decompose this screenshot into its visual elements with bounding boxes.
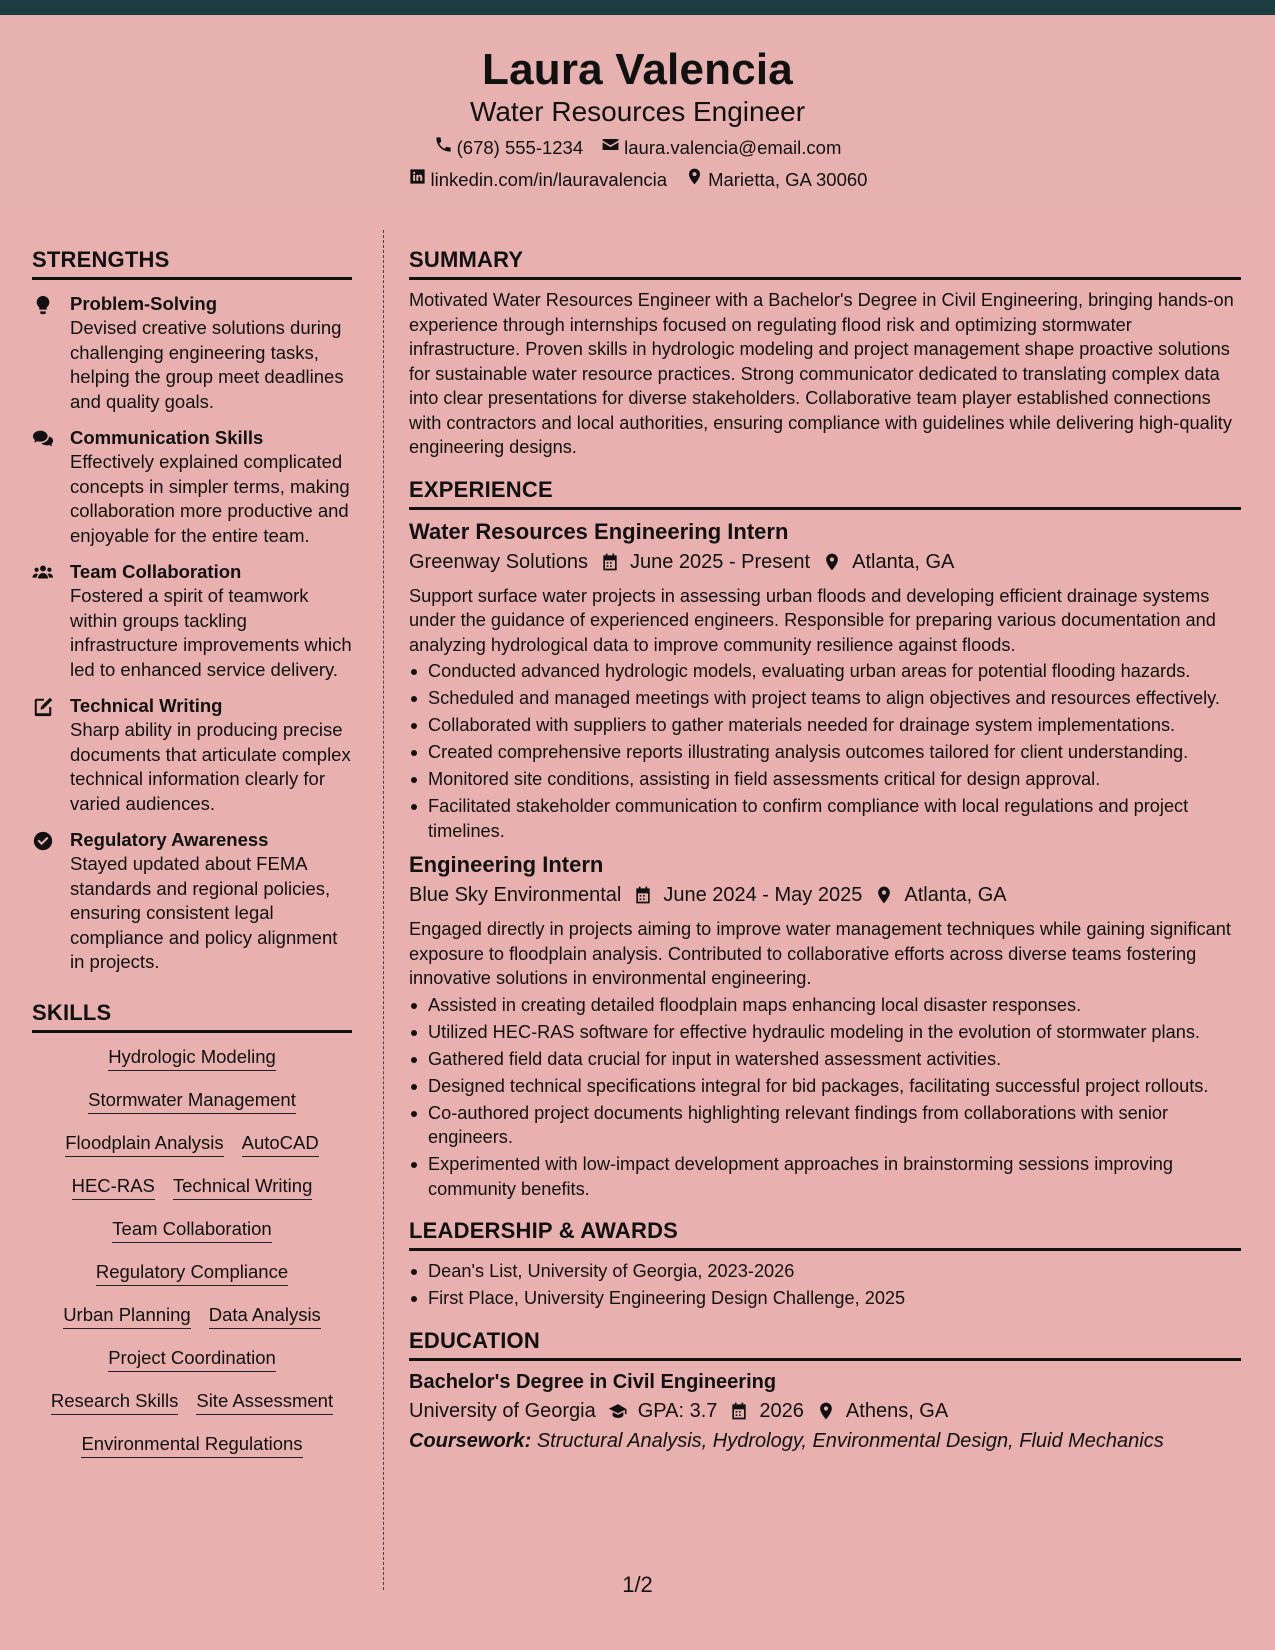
skill-tag: Research Skills [51,1389,179,1415]
strength-item [32,560,352,682]
gpa-text: GPA: 3.7 [637,1399,718,1422]
list-item: Experimented with low-impact development approaches in brainstorming sessions improving community benefits. [409,1152,1241,1201]
education-heading: EDUCATION [409,1327,1241,1361]
linkedin-icon [408,167,427,192]
strength-title: Communication Skills [70,427,264,448]
job-title: Engineering Intern [409,852,604,877]
skill-tag: Regulatory Compliance [96,1260,288,1286]
strength-desc: Devised creative solutions during challenging engineering tasks, helping the group meet deadlines and quality goals. [70,317,344,412]
experience-heading: EXPERIENCE [409,476,1241,510]
skill-tag: Site Assessment [196,1389,333,1415]
strength-title: Regulatory Awareness [70,829,269,850]
right-column [409,246,1241,1455]
strength-title: Technical Writing [70,695,223,716]
skill-tag: Hydrologic Modeling [108,1045,276,1071]
skill-tag: Project Coordination [108,1346,276,1372]
strength-item [32,292,352,414]
location-contact [685,167,867,192]
edit-icon [32,694,70,816]
skill-row [32,1389,352,1415]
list-item: Co-authored project documents highlighting relevant findings from collaborations with senior engineers. [409,1101,1241,1150]
list-item: Gathered field data crucial for input in watershed assessment activities. [409,1047,1241,1072]
list-item: Monitored site conditions, assisting in field assessments critical for design approval. [409,767,1241,792]
degree-title: Bachelor's Degree in Civil Engineering [409,1370,777,1393]
map-marker-icon [822,552,842,572]
skill-tag: Environmental Regulations [81,1432,302,1458]
skills-heading: SKILLS [32,999,352,1033]
skill-tag: Stormwater Management [88,1088,296,1114]
users-icon [32,560,70,682]
strength-desc: Effectively explained complicated concepts in simpler terms, making collaboration more productive and enjoyable for the entire team. [70,451,350,546]
strength-item [32,426,352,548]
location-text: Marietta, GA 30060 [708,168,868,190]
linkedin-text[interactable]: linkedin.com/in/lauravalencia [430,168,668,190]
graduation-year: 2026 [759,1399,804,1422]
skill-row [32,1131,352,1157]
page-number: 1/2 [622,1572,653,1597]
check-circle-icon [32,828,70,975]
leadership-list [409,1259,1241,1311]
strength-item [32,828,352,975]
map-marker-icon [874,885,894,905]
candidate-title: Water Resources Engineer [469,96,806,127]
lightbulb-icon [32,292,70,414]
list-item: First Place, University Engineering Design Challenge, 2025 [409,1286,1241,1311]
contact-row-2 [0,167,1275,192]
strength-title: Team Collaboration [70,561,242,582]
contact-row-1 [0,135,1275,160]
skill-tag: AutoCAD [242,1131,319,1157]
skills-list [32,1045,352,1458]
job-description: Support surface water projects in assessing urban floods and developing efficient drainage systems under the guidance of experienced engineers. Responsible for preparing various documentation and analyzing hydrological data to improve community resilience against floods. [409,585,1216,655]
skill-row [32,1217,352,1243]
skill-row [32,1174,352,1200]
skill-row [32,1260,352,1286]
job-meta [409,548,1241,576]
job-title: Water Resources Engineering Intern [409,518,789,544]
phone-contact [434,135,584,160]
list-item: Scheduled and managed meetings with project teams to align objectives and resources effectively. [409,686,1241,711]
list-item: Collaborated with suppliers to gather materials needed for drainage system implementations. [409,713,1241,738]
education-meta [409,1397,1241,1425]
comments-icon [32,426,70,548]
skill-row [32,1346,352,1372]
candidate-name: Laura Valencia [482,45,793,94]
skill-tag: Urban Planning [63,1303,191,1329]
column-divider [383,230,384,1590]
list-item: Utilized HEC-RAS software for effective hydraulic modeling in the evolution of stormwater plans. [409,1020,1241,1045]
coursework-line [409,1427,1241,1455]
email-text[interactable]: laura.valencia@email.com [624,136,842,158]
skill-row [32,1303,352,1329]
company-name: Blue Sky Environmental [409,884,622,906]
list-item: Conducted advanced hydrologic models, evaluating urban areas for potential flooding hazards. [409,659,1241,684]
job-dates: June 2024 - May 2025 [663,884,863,906]
skill-tag: Technical Writing [173,1174,313,1200]
top-accent-bar [0,0,1275,15]
school-name: University of Georgia [409,1399,596,1422]
calendar-icon [729,1401,749,1421]
map-marker-icon [685,167,704,192]
job-dates: June 2025 - Present [629,550,811,573]
left-column [32,246,352,1475]
summary-heading: SUMMARY [409,246,1241,280]
phone-icon [434,135,453,160]
skill-tag: Floodplain Analysis [65,1131,223,1157]
skill-tag: Data Analysis [209,1303,321,1329]
skill-tag: Team Collaboration [112,1217,271,1243]
job-bullets [409,659,1241,843]
list-item: Dean's List, University of Georgia, 2023-2026 [409,1259,1241,1284]
skill-row [32,1432,352,1458]
skill-tag: HEC-RAS [72,1174,155,1200]
list-item: Assisted in creating detailed floodplain maps enhancing local disaster responses. [409,993,1241,1018]
summary-text: Motivated Water Resources Engineer with a Bachelor's Degree in Civil Engineering, bringing hands-on experience through internships focused on regulating flood risk and optimizing stormwater infrastructure. Proven skills in hydrologic modeling and project management shape proactive solutions for sustainable water resource practices. Strong communicator dedicated to translating complex data into clear presentations for diverse stakeholders. Collaborative team player established connections with contractors and local authorities, ensuring compliance with guidelines while delivering high-quality engineering designs. [409,290,1234,457]
graduation-cap-icon [608,1401,628,1421]
coursework-text: Structural Analysis, Hydrology, Environmental Design, Fluid Mechanics [536,1429,1164,1452]
job-description: Engaged directly in projects aiming to improve water management techniques while gaining significant exposure to floodplain analysis. Contributed to collaborative efforts across diverse teams fostering innovative solutions in environmental engineering. [409,919,1231,988]
strength-desc: Fostered a spirit of teamwork within groups tackling infrastructure improvements which led to enhanced service delivery. [70,585,352,680]
company-name: Greenway Solutions [409,550,588,573]
linkedin-contact[interactable] [408,167,668,192]
strength-title: Problem-Solving [70,293,217,314]
skill-row [32,1045,352,1071]
list-item: Designed technical specifications integral for bid packages, facilitating successful project rollouts. [409,1074,1241,1099]
list-item: Facilitated stakeholder communication to confirm compliance with local regulations and project timelines. [409,794,1241,843]
strength-desc: Sharp ability in producing precise documents that articulate complex technical information clearly for varied audiences. [70,719,351,814]
phone-text: (678) 555-1234 [456,136,584,158]
email-contact[interactable] [601,135,841,160]
job-location: Atlanta, GA [852,550,955,573]
map-marker-icon [816,1401,836,1421]
resume-header [0,15,1275,205]
strength-item [32,694,352,816]
skill-row [32,1088,352,1114]
school-location: Athens, GA [845,1399,949,1422]
calendar-icon [600,552,620,572]
job-meta [409,881,1241,909]
coursework-label: Coursework: [409,1429,532,1452]
calendar-icon [633,885,653,905]
job-bullets [409,993,1241,1202]
strength-desc: Stayed updated about FEMA standards and regional policies, ensuring consistent legal compliance and policy alignment in projects. [70,853,338,972]
list-item: Created comprehensive reports illustrating analysis outcomes tailored for client understanding. [409,740,1241,765]
job-entry [409,518,1241,844]
leadership-heading: LEADERSHIP & AWARDS [409,1217,1241,1251]
envelope-icon [601,135,620,160]
job-entry [409,851,1241,1201]
strengths-heading: STRENGTHS [32,246,352,280]
job-location: Atlanta, GA [904,884,1007,906]
